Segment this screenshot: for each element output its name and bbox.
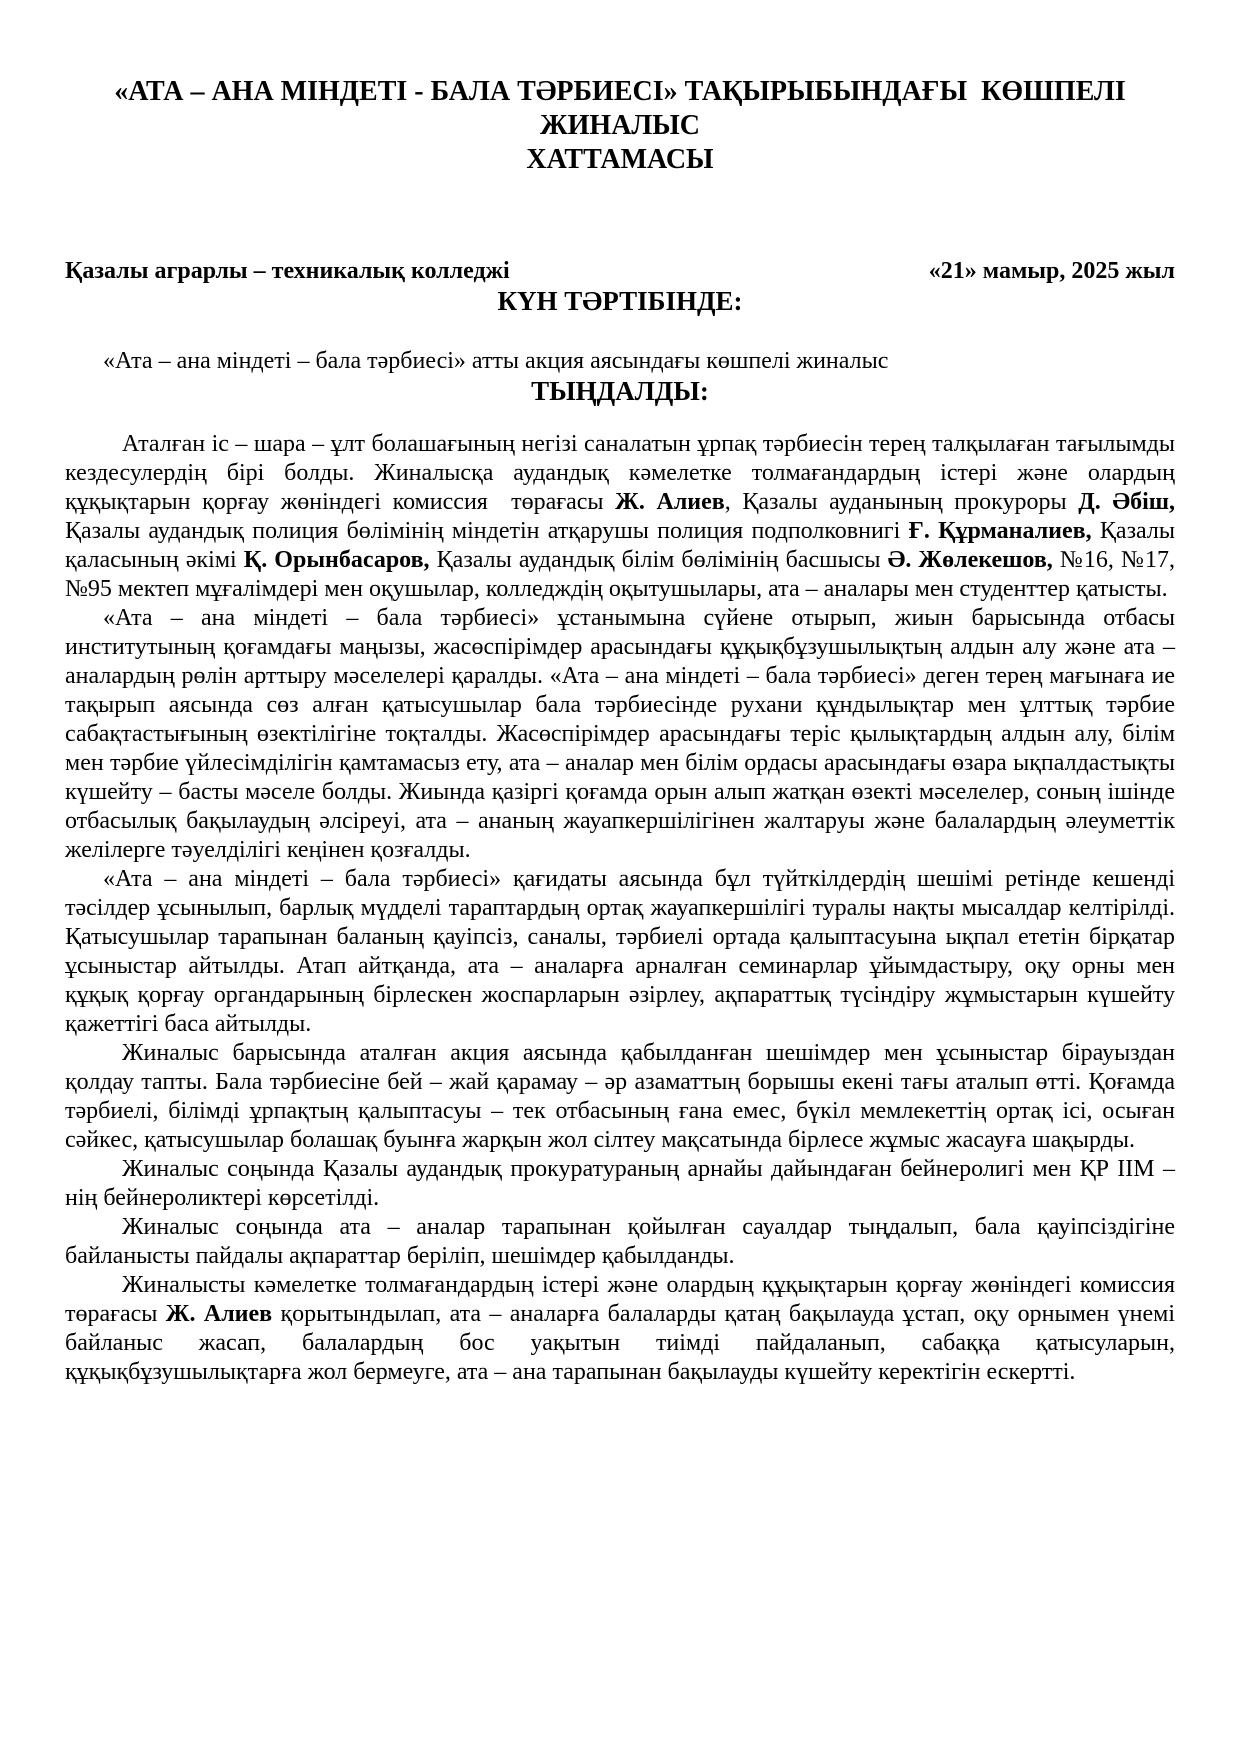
college-name: Қазалы аграрлы – техникалық колледжі — [65, 258, 510, 284]
paragraph-1 — [65, 430, 1188, 604]
person-name: Ж. Алиев — [165, 1301, 273, 1327]
heard-heading: ТЫҢДАЛДЫ: — [531, 376, 709, 406]
paragraph-7 — [65, 1271, 1187, 1387]
paragraph-5 — [65, 1155, 1181, 1213]
paragraph-text: Жиналыс барысында аталған акция аясында қабылданған шешімдер мен ұсыныстар бірауыздан қолдау тапты. Бала тәрбиесіне бей – жай қарамау – әр азаматтың борышы екені тағы аталып өтті. Қоғамда тәрбиелі, білімді ұрпақтың қалыптасуы – тек отбасының ғана емес, бүкіл мемлекеттің ортақ ісі, осыған сәйкес, қатысушылар болашақ буынға жарқын жол сілтеу мақсатында бірлесе жұмыс жасауға шақырды. — [65, 1040, 1181, 1153]
document-title — [65, 75, 1175, 177]
title-line-1: «АТА – АНА МІНДЕТІ - БАЛА ТӘРБИЕСІ» ТАҚЫРЫБЫНДАҒЫ КӨШПЕЛІ ЖИНАЛЫС — [114, 76, 1133, 141]
paragraph-text: «Ата – ана міндеті – бала тәрбиесі» қағидаты аясында бұл түйткілдердің шешімі ретінде кешенді тәсілдер ұсынылып, барлық мүдделі тараптардың ортақ жауапкершілігі туралы нақты мысалдар келтірілді. Қатысушылар тарапынан баланың қауіпсіз, саналы, тәрбиелі ортада қалыптасуына ықпал ететін бірқатар ұсыныстар айтылды. Атап айтқанда, ата – аналарға арналған семинарлар ұйымдастыру, оқу орны мен құқық қорғау органдарының бірлескен жоспарларын әзірлеу, ақпараттық түсіндіру жұмыстарын күшейту қажеттігі баса айтылды. — [65, 866, 1181, 1037]
paragraph-3 — [65, 865, 1181, 1039]
paragraph-text: қорытындылап, ата – аналарға балаларды қатаң бақылауда ұстап, оқу орнымен үнемі байланыс жасап, балалардың бос уақытын тиімді пайдаланып, сабаққа қатысуларын, құқықбұзушылықтарға жол бермеуге, ата – ана тарапынан бақылауды күшейту керектігін ескертті. — [65, 1301, 1182, 1385]
paragraph-text: , Қазалы ауданының прокуроры — [724, 489, 1079, 515]
paragraph-text: №16, №17, №95 мектеп мұғалімдері мен оқушылар, колледждің оқытушылары, ата – аналары мен студенттер қатысты. — [65, 547, 1182, 602]
agenda-item: «Ата – ана міндеті – бала тәрбиесі» атты акция аясындағы көшпелі жиналыс — [103, 348, 889, 374]
paragraph-text: Қазалы қаласының әкімі — [65, 518, 1182, 573]
person-name: Ғ. Құрманалиев, — [908, 518, 1092, 544]
paragraph-text: Қазалы аудандық білім бөлімінің басшысы — [429, 547, 888, 573]
header-row — [65, 257, 1175, 286]
person-name: Ә. Жөлекешов, — [887, 547, 1053, 573]
paragraph-4 — [65, 1039, 1181, 1155]
document-date: «21» мамыр, 2025 жыл — [928, 258, 1175, 284]
paragraph-text: Қазалы аудандық полиция бөлімінің міндетін атқарушы полиция подполковнигі — [65, 489, 1188, 544]
person-name: Д. Әбіш, — [1078, 489, 1176, 515]
title-line-2: ХАТТАМАСЫ — [526, 144, 714, 175]
paragraph-text: Жиналыс соңында ата – аналар тарапынан қойылған сауалдар тыңдалып, бала қауіпсіздігіне байланысты пайдалы ақпараттар беріліп, шешімдер қабылданды. — [65, 1214, 1181, 1269]
agenda-heading: КҮН ТӘРТІБІНДЕ: — [497, 286, 743, 316]
paragraph-text: Жиналысты кәмелетке толмағандардың істері және олардың құқықтарын қорғау жөніндегі комиссия төрағасы — [65, 1272, 1187, 1327]
paragraph-text: «Ата – ана міндеті – бала тәрбиесі» ұстанымына сүйене отырып, жиын барысында отбасы институтының қоғамдағы маңызы, жасөспірімдер арасындағы құқықбұзушылықтың алдын алу және ата – аналардың рөлін арттыру мәселелері қаралды. «Ата – ана міндеті – бала тәрбиесі» деген терең мағынаға ие тақырып аясында сөз алған қатысушылар бала тәрбиесінде рухани құндылықтар мен ұлттық тәрбие сабақтастығының өзектілігіне тоқталды. Жасөспірімдер арасындағы теріс қылықтардың алдын алу, білім мен тәрбие үйлесімділігін қамтамасыз ету, ата – аналар мен білім ордасы арасындағы өзара ықпалдастықты күшейту – басты мәселе болды. Жиында қазіргі қоғамда орын алып жатқан өзекті мәселелер, соның ішінде отбасылық бақылаудың әлсіреуі, ата – ананың жауапкершілігінен жалтаруы және балалардың әлеуметтік желілерге тәуелділігі кеңінен қозғалды. — [65, 605, 1181, 863]
person-name: Қ. Орынбасаров, — [243, 547, 430, 573]
paragraph-2 — [65, 604, 1181, 865]
person-name: Ж. Алиев — [615, 489, 725, 515]
paragraph-6 — [65, 1213, 1181, 1271]
paragraph-text: Аталған іс – шара – ұлт болашағының негізі саналатын ұрпақ тәрбиесін терең талқылаған тағылымды кездесулердің бірі болды. Жиналысқа аудандық кәмелетке толмағандардың істері және олардың құқықтарын қорғау жөніндегі комиссия төрағасы — [65, 431, 1181, 515]
paragraph-text: Жиналыс соңында Қазалы аудандық прокуратураның арнайы дайындаған бейнеролигі мен ҚР ІІМ – нің бейнероликтері көрсетілді. — [65, 1156, 1181, 1211]
body-paragraphs — [65, 430, 1188, 1387]
